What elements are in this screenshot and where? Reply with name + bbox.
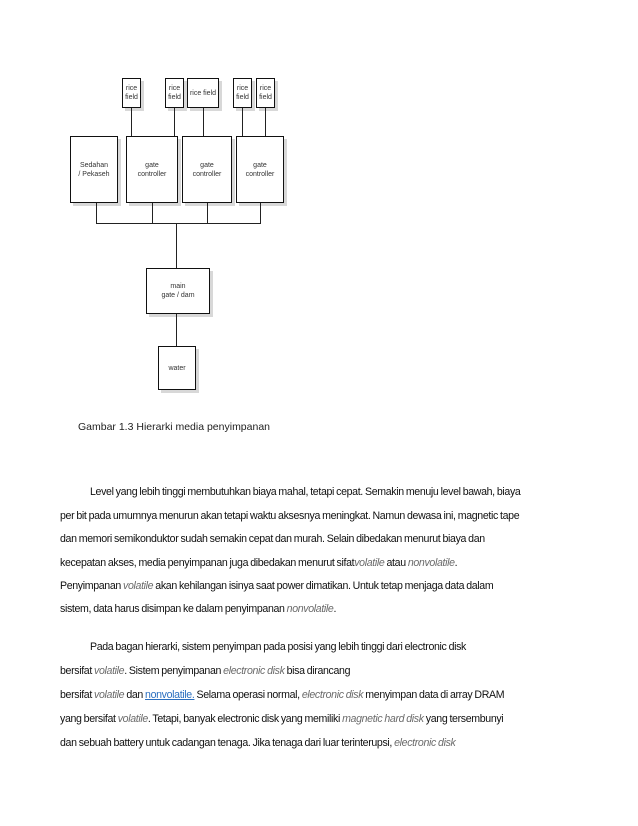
paragraph-2 xyxy=(60,641,580,761)
text-span: atau xyxy=(384,557,408,569)
term-volatile: volatile xyxy=(123,580,154,592)
text-line xyxy=(60,713,503,725)
text-line xyxy=(60,603,336,615)
rice-field-box-2 xyxy=(165,78,184,108)
text-line: Pada bagan hierarki, sistem penyimpan pada posisi yang lebih tinggi dari electronic disk xyxy=(90,641,467,653)
text-line xyxy=(60,689,504,701)
box-text: rice xyxy=(125,85,138,92)
text-span: bisa dirancang xyxy=(284,665,351,677)
text-span: Penyimpanan xyxy=(60,580,124,592)
box-text: field xyxy=(236,94,249,101)
text-span: sistem, data harus disimpan ke dalam penyimpanan xyxy=(60,603,287,615)
term-magnetic-hard-disk: magnetic hard disk xyxy=(342,713,424,725)
connector xyxy=(207,203,208,223)
text-span: yang bersifat xyxy=(60,713,118,725)
box-text: rice xyxy=(259,85,272,92)
connector xyxy=(203,108,204,136)
box-text: / Pekaseh xyxy=(78,170,110,178)
main-gate-dam-box xyxy=(146,268,210,314)
term-electronic-disk: electronic disk xyxy=(223,665,285,677)
term-electronic-disk: electronic disk xyxy=(394,737,456,749)
box-text: gate xyxy=(253,161,267,169)
text-span: . xyxy=(333,603,337,615)
figure-caption: Gambar 1.3 Hierarki media penyimpanan xyxy=(78,421,271,433)
box-text: Sedahan xyxy=(79,161,108,169)
text-span: yang tersembunyi xyxy=(423,713,504,725)
text-span: akan kehilangan isinya saat power dimatikan. Untuk tetap menjaga data dalam xyxy=(153,580,494,592)
connector xyxy=(96,203,97,223)
text-line xyxy=(60,737,456,749)
box-text: controller xyxy=(192,170,222,178)
text-span: dan xyxy=(124,689,146,701)
bus-line xyxy=(96,223,261,224)
text-line: Level yang lebih tinggi membutuhkan biaya mahal, tetapi cepat. Semakin menuju level bawah, biaya xyxy=(90,486,521,498)
rice-field-box-3 xyxy=(187,78,219,108)
box-text: gate / dam xyxy=(161,292,195,299)
text-line: dan memori semikonduktor sudah semakin cepat dan murah. Selain dibedakan menurut biaya dan xyxy=(60,533,485,545)
box-text: gate xyxy=(200,161,214,169)
text-span: . Sistem penyimpanan xyxy=(124,665,224,677)
text-span: bersifat xyxy=(60,689,95,701)
term-volatile: volatile xyxy=(117,713,148,725)
box-text: water xyxy=(168,364,186,372)
text-span: menyimpan data di array DRAM xyxy=(363,689,505,701)
connector xyxy=(260,203,261,223)
box-text: rice field xyxy=(189,89,217,97)
rice-field-box-4 xyxy=(233,78,252,108)
connector xyxy=(152,203,153,223)
term-nonvolatile: nonvolatile xyxy=(407,557,455,569)
box-text: controller xyxy=(137,170,167,178)
text-line xyxy=(60,580,493,592)
text-span: . xyxy=(454,557,458,569)
rice-field-box-5 xyxy=(256,78,275,108)
term-nonvolatile: nonvolatile xyxy=(286,603,334,615)
text-span: kecepatan akses, media penyimpanan juga dibedakan menurut sifat xyxy=(60,557,355,569)
gate-controller-box-3 xyxy=(236,136,284,203)
rice-field-box-1 xyxy=(122,78,141,108)
connector xyxy=(242,108,243,136)
text-span: dan sebuah battery untuk cadangan tenaga. Jika tenaga dari luar terinterupsi, xyxy=(60,737,395,749)
connector xyxy=(265,108,266,136)
nonvolatile-link[interactable]: nonvolatile. xyxy=(145,689,195,701)
paragraph-1 xyxy=(60,486,580,615)
box-text: gate xyxy=(145,161,159,169)
gate-controller-box-1 xyxy=(126,136,178,203)
term-volatile: volatile xyxy=(354,557,385,569)
text-span: bersifat xyxy=(60,665,95,677)
sedahan-pekaseh-box xyxy=(70,136,118,203)
text-line xyxy=(60,665,350,677)
term-volatile: volatile xyxy=(94,689,125,701)
box-text: rice xyxy=(236,85,249,92)
text-line xyxy=(60,557,457,569)
connector xyxy=(174,108,175,136)
box-text: rice xyxy=(168,85,181,92)
hierarchy-diagram xyxy=(60,70,300,400)
box-text: main xyxy=(170,283,186,290)
box-text: field xyxy=(168,94,181,101)
connector xyxy=(176,223,177,268)
text-span: . Tetapi, banyak electronic disk yang memiliki xyxy=(147,713,343,725)
term-volatile: volatile xyxy=(94,665,125,677)
box-text: field xyxy=(259,94,272,101)
text-line: per bit pada umumnya menurun akan tetapi waktu aksesnya meningkat. Namun dewasa ini, magnetic tape xyxy=(60,510,520,522)
connector xyxy=(176,314,177,346)
water-box xyxy=(158,346,196,390)
box-text: controller xyxy=(245,170,275,178)
gate-controller-box-2 xyxy=(182,136,232,203)
term-electronic-disk: electronic disk xyxy=(301,689,364,701)
text-span: Selama operasi normal, xyxy=(194,689,302,701)
box-text: field xyxy=(125,94,138,101)
connector xyxy=(131,108,132,136)
